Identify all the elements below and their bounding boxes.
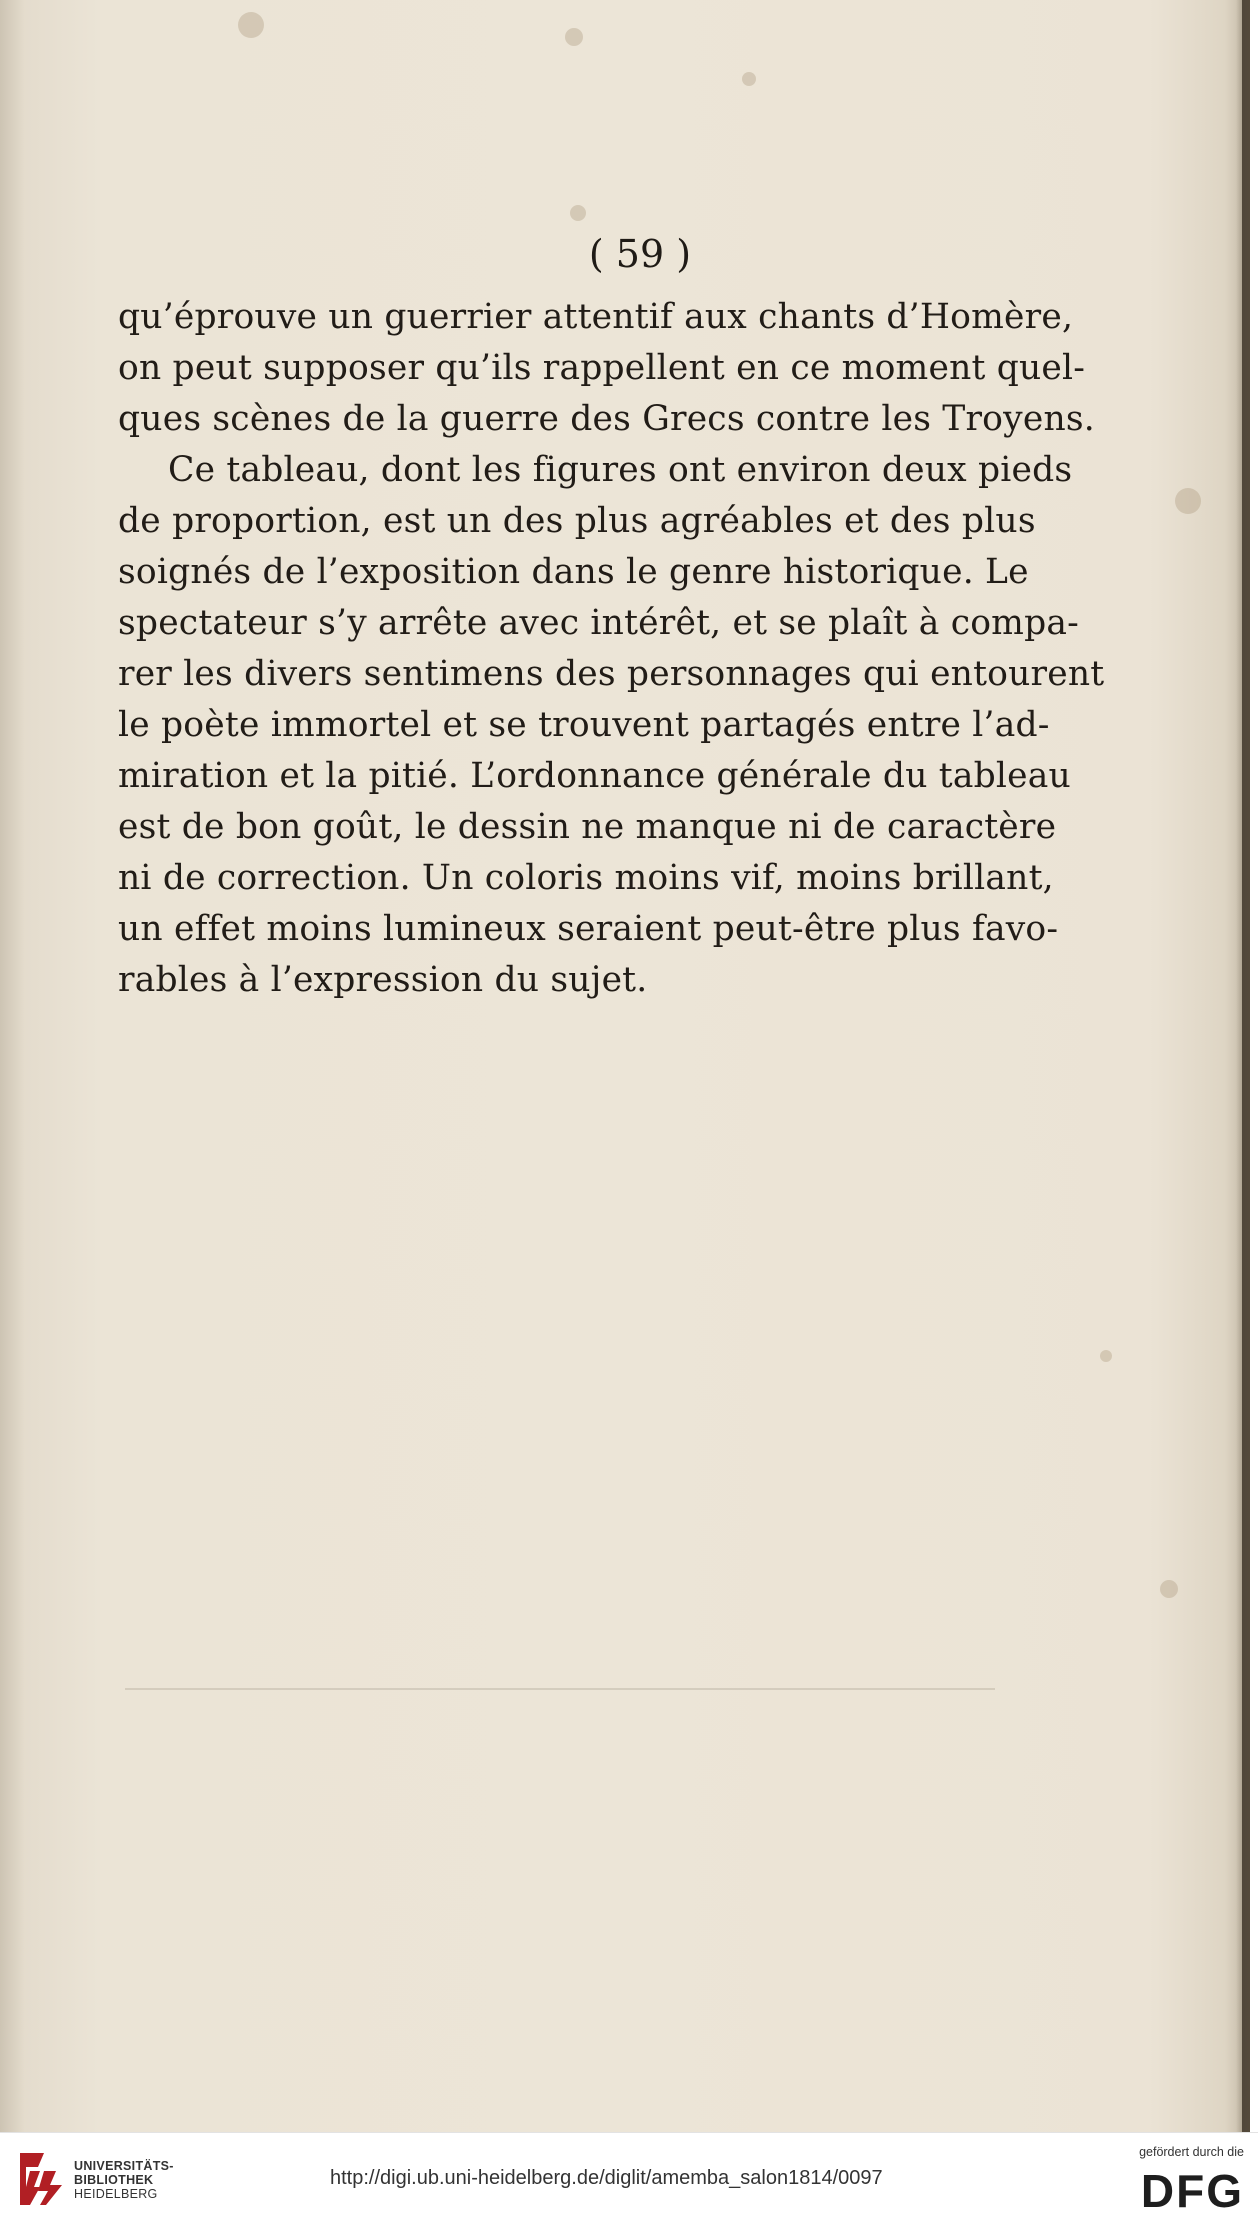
show-through-rule [125, 1688, 995, 1690]
text-line: est de bon goût, le dessin ne manque ni de caractère [118, 807, 1057, 847]
paper-stain [1175, 488, 1201, 514]
paper-stain [1160, 1580, 1178, 1598]
funding-credit [1114, 2145, 1244, 2211]
paper-stain [570, 205, 586, 221]
paper-stain [742, 72, 756, 86]
text-line: qu’éprouve un guerrier attentif aux chants d’Homère, [118, 297, 1074, 337]
paper-stain [238, 12, 264, 38]
dfg-logo-text: DFG [1140, 2167, 1244, 2211]
library-name-line: HEIDELBERG [74, 2187, 158, 2201]
text-line: soignés de l’exposition dans le genre historique. Le [118, 552, 1029, 592]
page-number: ( 59 ) [588, 232, 692, 276]
footer-bar [0, 2132, 1258, 2230]
body-text [118, 292, 1105, 1006]
text-line: un effet moins lumineux seraient peut-être plus favo- [118, 909, 1059, 949]
paper-stain [565, 28, 583, 46]
text-line: ques scènes de la guerre des Grecs contre les Troyens. [118, 399, 1095, 439]
university-logo-icon [14, 2147, 68, 2211]
library-name-line: BIBLIOTHEK [74, 2173, 154, 2187]
permalink-url[interactable]: http://digi.ub.uni-heidelberg.de/diglit/amemba_salon1814/0097 [330, 2167, 883, 2189]
text-line: on peut supposer qu’ils rappellent en ce moment quel- [118, 348, 1086, 388]
text-line: rer les divers sentimens des personnages qui entourent [118, 654, 1105, 694]
text-line: spectateur s’y arrête avec intérêt, et se plaît à compa- [118, 603, 1080, 643]
text-line: ni de correction. Un coloris moins vif, moins brillant, [118, 858, 1054, 898]
text-line: rables à l’expression du sujet. [118, 960, 648, 1000]
text-line: Ce tableau, dont les figures ont environ deux pieds [168, 450, 1073, 490]
funded-by-label: gefördert durch die [1139, 2145, 1244, 2159]
text-line: miration et la pitié. L’ordonnance générale du tableau [118, 756, 1071, 796]
text-line: le poète immortel et se trouvent partagés entre l’ad- [118, 705, 1050, 745]
page-edge-shadow [1242, 0, 1250, 2132]
paper-stain [1100, 1350, 1112, 1362]
library-name [74, 2159, 174, 2201]
library-name-line: UNIVERSITÄTS- [74, 2159, 174, 2173]
text-line: de proportion, est un des plus agréables et des plus [118, 501, 1036, 541]
dfg-logo-icon [1124, 2167, 1244, 2211]
